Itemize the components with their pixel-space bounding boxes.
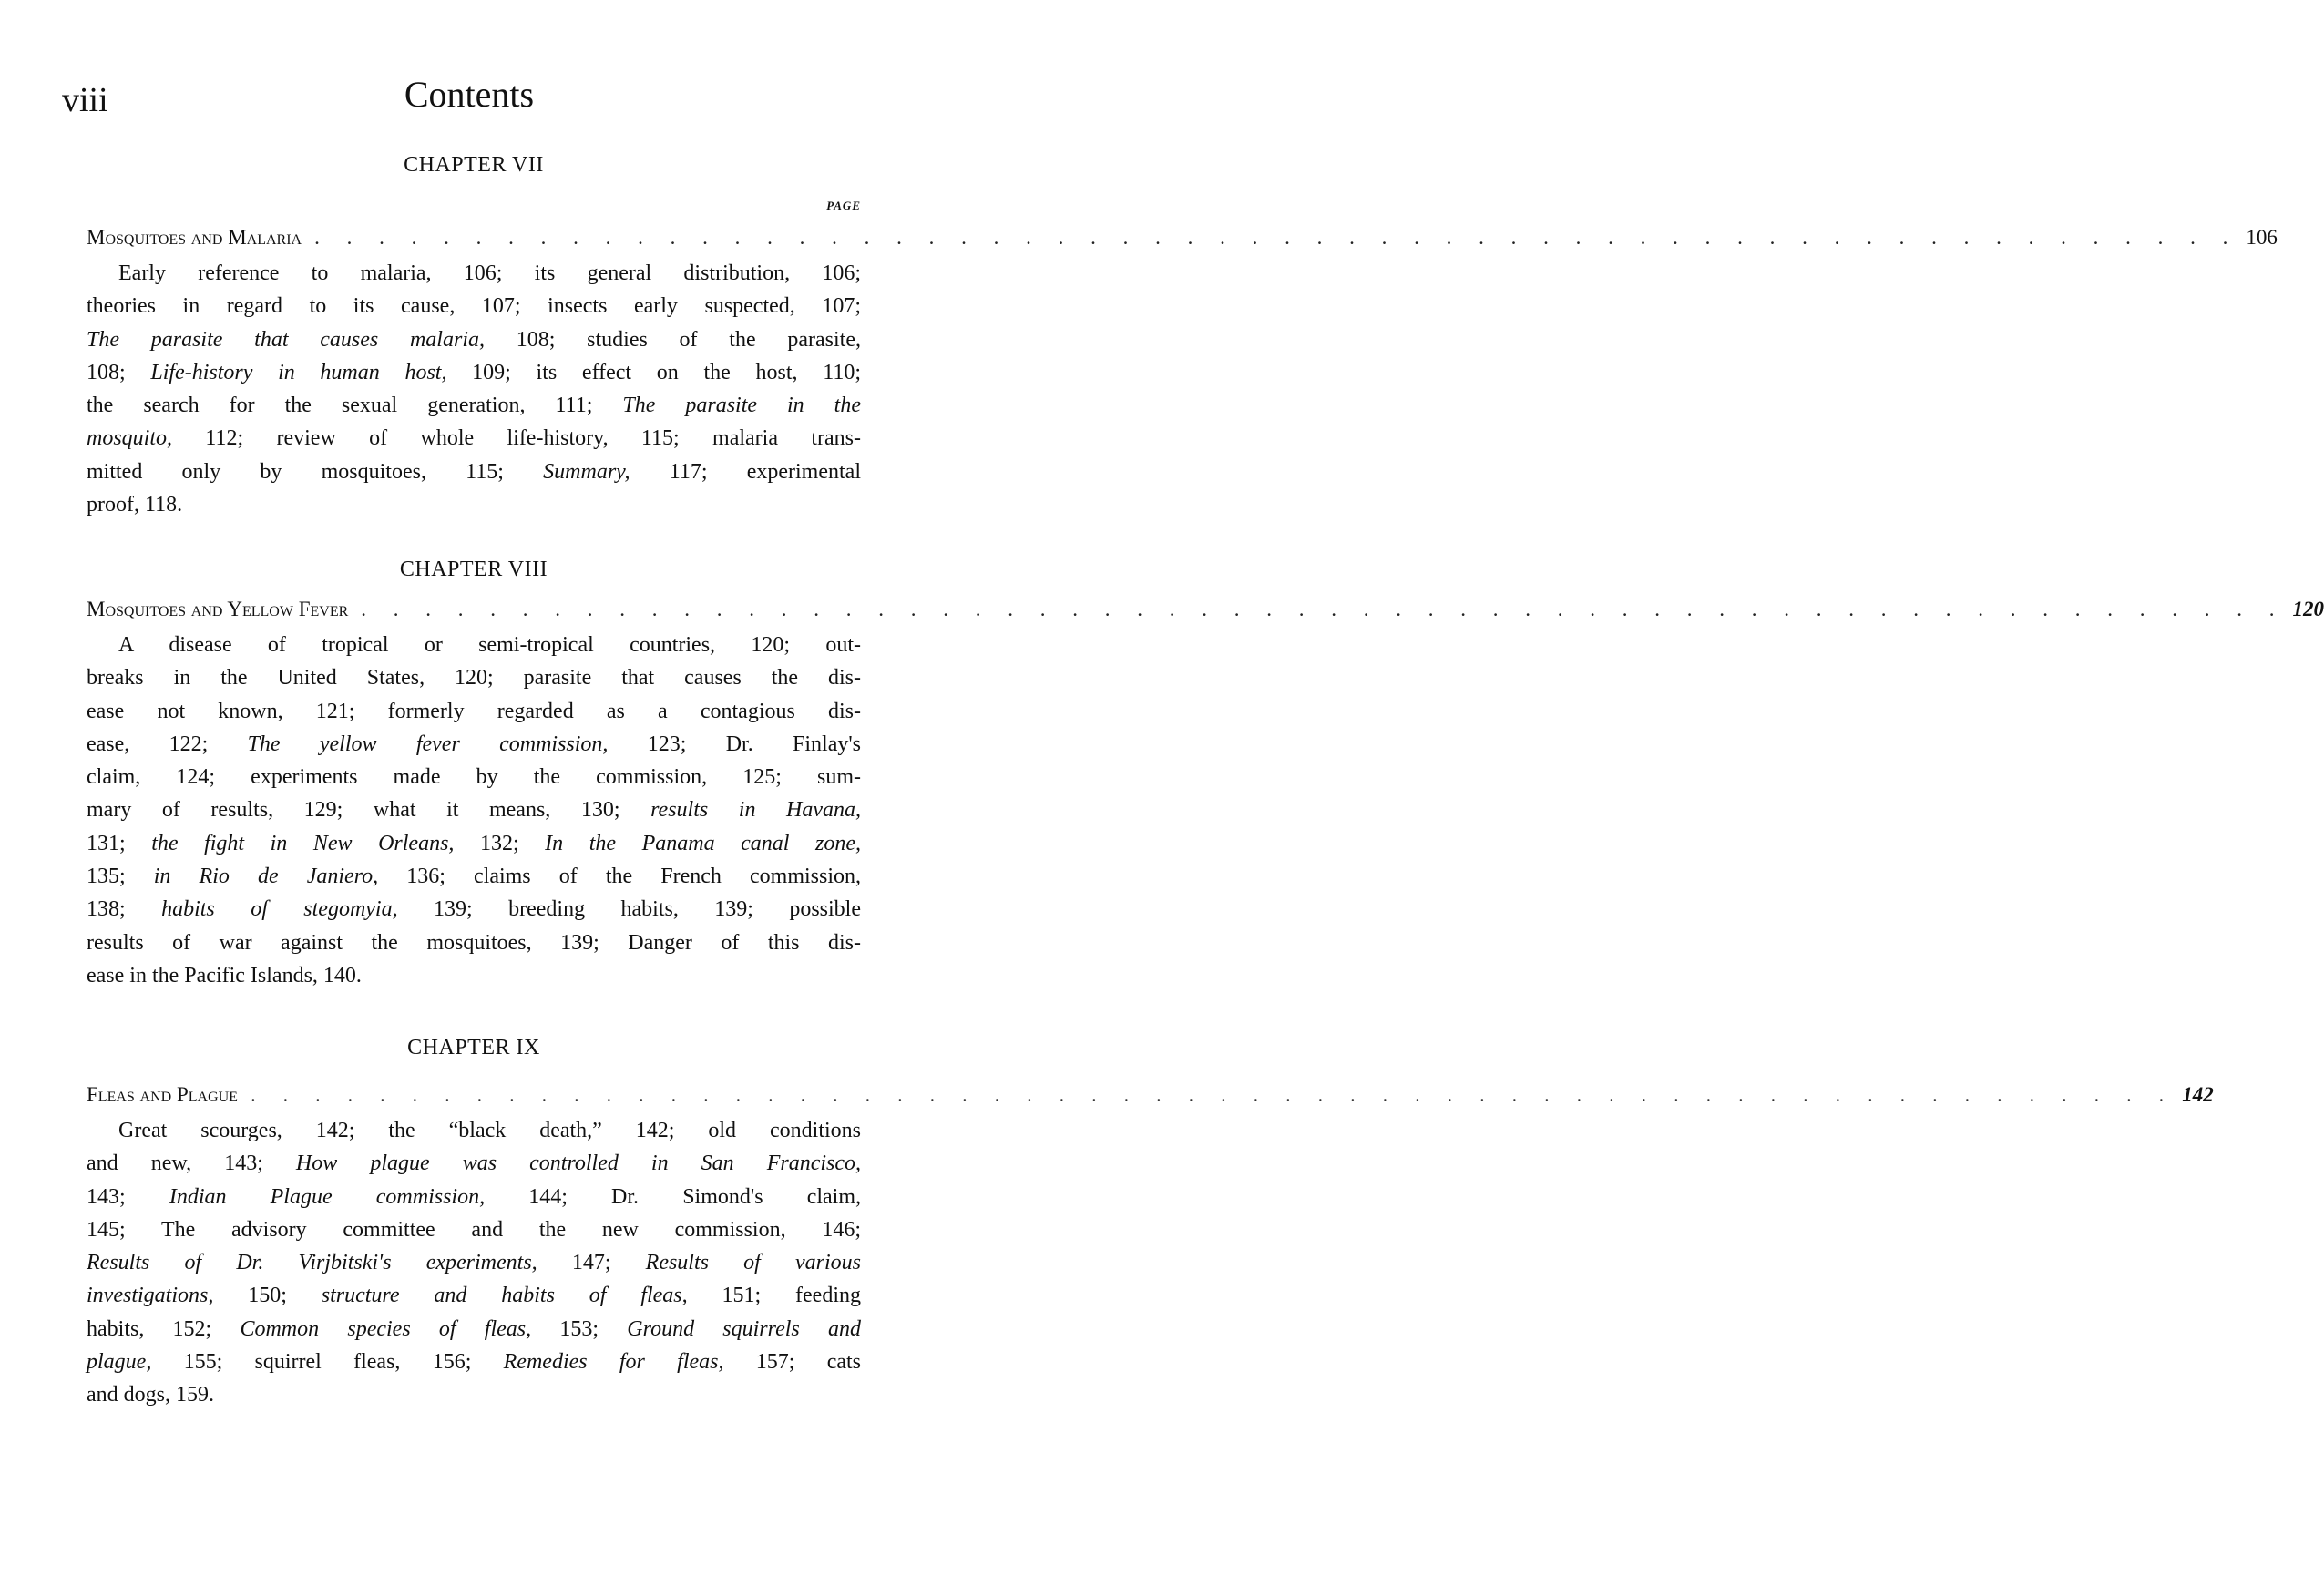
summary-text: 157; cats <box>723 1350 862 1375</box>
summary-line <box>87 1378 861 1411</box>
italic-topic: plague, <box>87 1350 152 1375</box>
italic-topic: the fight in New Orleans, <box>151 831 455 855</box>
italic-topic: in Rio de Janiero, <box>153 865 379 889</box>
italic-topic: mosquito, <box>87 426 173 451</box>
chapter-summary <box>87 629 861 992</box>
summary-line <box>87 761 861 793</box>
summary-text: 153; <box>531 1316 628 1341</box>
dot-leader: . . . . . . . . . . . . . . . . . . . . . . . . . . . . . . . . . . . . . . . . . . . . . . . . . . . . . . . . . . . . <box>361 598 2286 620</box>
contents-entry <box>87 1083 2214 1107</box>
summary-text: theories in regard to its cause, 107; insects early suspected, 107; <box>87 294 861 319</box>
italic-topic: Indian Plague commission, <box>169 1184 486 1209</box>
summary-text: 132; <box>454 831 546 855</box>
summary-line <box>87 290 861 322</box>
summary-line <box>87 323 861 356</box>
summary-text: 145; The advisory committee and the new commission, 146; <box>87 1217 861 1242</box>
italic-topic: Results of Dr. Virjbitski's experiments, <box>87 1251 537 1275</box>
summary-text: 144; Dr. Simond's claim, <box>485 1184 861 1209</box>
summary-text: 108; studies of the parasite, <box>484 327 861 352</box>
entry-page-number: 142 <box>2182 1083 2214 1106</box>
summary-text: and dogs, 159. <box>87 1383 214 1407</box>
summary-line <box>87 1114 861 1147</box>
chapter-heading: CHAPTER VII <box>404 153 544 177</box>
summary-line <box>87 1147 861 1180</box>
summary-text: 155; squirrel fleas, 156; <box>151 1350 504 1375</box>
italic-topic: Ground squirrels and <box>627 1316 861 1341</box>
summary-line <box>87 455 861 488</box>
entry-title: Mosquitoes and Malaria <box>87 226 302 249</box>
dot-leader: . . . . . . . . . . . . . . . . . . . . . . . . . . . . . . . . . . . . . . . . . . . . . . . . . . . . . . . . . . . . <box>250 1083 2176 1106</box>
summary-line <box>87 257 861 290</box>
italic-topic: results in Havana, <box>650 798 861 823</box>
summary-text: claim, 124; experiments made by the commission, 125; sum- <box>87 765 861 790</box>
summary-text: habits, 152; <box>87 1316 241 1341</box>
summary-line <box>87 1246 861 1279</box>
italic-topic: structure and habits of fleas, <box>321 1284 688 1308</box>
summary-line <box>87 389 861 422</box>
summary-text: 135; <box>87 865 154 889</box>
summary-text: mary of results, 129; what it means, 130; <box>87 798 651 823</box>
page-title: Contents <box>404 74 535 115</box>
summary-text: ease not known, 121; formerly regarded as a contagious dis- <box>87 699 861 723</box>
summary-line <box>87 488 861 521</box>
italic-topic: The yellow fever commission, <box>247 732 609 756</box>
italic-topic: investigations, <box>87 1284 214 1308</box>
summary-text: 131; <box>87 831 152 855</box>
summary-text: 151; feeding <box>687 1284 861 1308</box>
summary-text: 112; review of whole life-history, 115; malaria trans- <box>172 426 861 451</box>
summary-line <box>87 661 861 694</box>
chapter-summary <box>87 1114 861 1412</box>
summary-text: 136; claims of the French commission, <box>378 865 861 889</box>
entry-title: Mosquitoes and Yellow Fever <box>87 598 349 620</box>
summary-text: 108; <box>87 360 151 384</box>
summary-line <box>87 728 861 761</box>
summary-text: 147; <box>537 1251 646 1275</box>
contents-entry <box>87 598 2324 621</box>
italic-topic: How plague was controlled in San Francisco, <box>295 1151 862 1176</box>
summary-text: ease in the Pacific Islands, 140. <box>87 963 362 988</box>
chapter-heading: CHAPTER IX <box>407 1036 540 1059</box>
summary-line <box>87 1313 861 1346</box>
italic-topic: Life-history in human host, <box>150 360 447 384</box>
summary-text: 138; <box>87 897 162 922</box>
italic-topic: In the Panama canal zone, <box>545 831 861 855</box>
summary-line <box>87 827 861 860</box>
summary-line <box>87 356 861 389</box>
entry-title: Fleas and Plague <box>87 1083 238 1106</box>
summary-line <box>87 926 861 959</box>
summary-text: 117; experimental <box>630 459 861 484</box>
summary-text: ease, 122; <box>87 732 248 756</box>
summary-line <box>87 893 861 926</box>
italic-topic: Common species of fleas, <box>240 1316 532 1341</box>
entry-page-number: 106 <box>2246 226 2278 249</box>
chapter-heading: CHAPTER VIII <box>399 558 548 581</box>
summary-line <box>87 793 861 826</box>
summary-line <box>87 629 861 661</box>
summary-line <box>87 1279 861 1312</box>
summary-line <box>87 1346 861 1378</box>
page-folio: viii <box>62 81 108 119</box>
summary-line <box>87 1181 861 1213</box>
summary-text: proof, 118. <box>87 493 183 517</box>
italic-topic: Summary, <box>543 459 630 484</box>
entry-page-number: 120 <box>2292 598 2324 620</box>
chapter-summary <box>87 257 861 521</box>
summary-text: Early reference to malaria, 106; its general distribution, 106; <box>118 261 861 285</box>
dot-leader: . . . . . . . . . . . . . . . . . . . . . . . . . . . . . . . . . . . . . . . . . . . . . . . . . . . . . . . . . . . . <box>314 226 2239 249</box>
summary-text: 109; its effect on the host, 110; <box>446 360 862 384</box>
italic-topic: habits of stegomyia, <box>161 897 398 922</box>
summary-text: 150; <box>213 1284 322 1308</box>
summary-text: 123; Dr. Finlay's <box>608 732 862 756</box>
summary-text: 143; <box>87 1184 169 1209</box>
summary-line <box>87 860 861 893</box>
summary-text: A disease of tropical or semi-tropical countries, 120; out- <box>118 633 861 657</box>
italic-topic: Remedies for fleas, <box>503 1350 724 1375</box>
summary-text: results of war against the mosquitoes, 139; Danger of this dis- <box>87 930 861 955</box>
page-column-label: PAGE <box>826 199 861 212</box>
summary-line <box>87 1213 861 1246</box>
italic-topic: The parasite in the <box>622 394 861 418</box>
italic-topic: Results of various <box>645 1251 861 1275</box>
summary-line <box>87 422 861 455</box>
summary-text: 139; breeding habits, 139; possible <box>397 897 861 922</box>
summary-text: and new, 143; <box>87 1151 296 1176</box>
summary-text: mitted only by mosquitoes, 115; <box>87 459 544 484</box>
summary-line <box>87 959 861 992</box>
summary-text: breaks in the United States, 120; parasite that causes the dis- <box>87 666 861 691</box>
italic-topic: The parasite that causes malaria, <box>87 327 485 352</box>
contents-entry <box>87 226 2278 250</box>
summary-text: Great scourges, 142; the “black death,” 142; old conditions <box>118 1119 861 1142</box>
summary-line <box>87 695 861 728</box>
summary-text: the search for the sexual generation, 111; <box>87 394 623 418</box>
